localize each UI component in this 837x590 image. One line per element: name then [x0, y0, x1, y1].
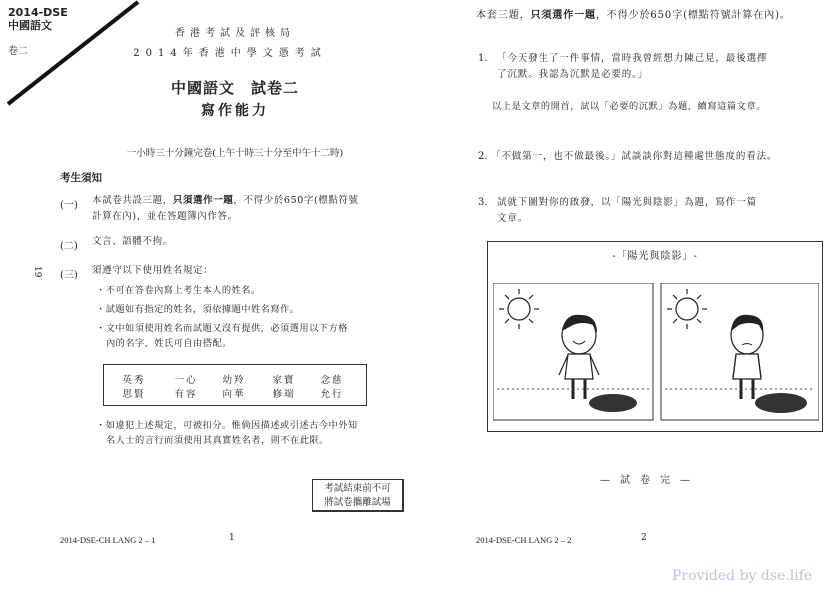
corner-subject: 中國語文 [8, 19, 52, 32]
watermark-text: Provided by dse.life [672, 568, 813, 584]
end-notice-box: 考試結束前不可 將試卷攜離試場 [312, 479, 404, 512]
sun-icon [667, 289, 707, 329]
left-page-number: 1 [229, 533, 235, 543]
question-1-number: 1. [478, 53, 488, 64]
exam-name: 2014年香港中學文憑考試 [133, 48, 327, 59]
question-2-number: 2. [478, 151, 488, 162]
authority-name: 香港考試及評核局 [175, 28, 295, 39]
exam-time: 一小時三十分鐘完卷(上午十時三十分至中午十二時) [126, 148, 344, 159]
name-cell: 家寶 [272, 375, 296, 386]
note-1-bold: 只須選作一題 [172, 195, 234, 206]
question-3-number: 3. [478, 197, 488, 208]
bullet-2: ・試題如有指定的姓名，須依據題中姓名寫作。 [96, 304, 300, 315]
right-intro: 本套三題，只須選作一題，不得少於650字(標點符號計算在內)。 [476, 10, 791, 21]
note-1-number: (一) [60, 200, 78, 211]
question-1-instruction: 以上是文章的開首，試以「必要的沉默」為題，續寫這篇文章。 [492, 101, 767, 112]
note-2-number: (二) [60, 241, 78, 252]
subject-title: 中國語文 試卷二 [170, 79, 299, 97]
name-cell: 有容 [174, 389, 198, 400]
bullet-1: ・不可在答卷內寫上考生本人的姓名。 [96, 285, 261, 296]
bullet-3: ・文中如須使用姓名而試題又沒有提供，必須選用以下方格 內的名字，姓氏可自由搭配。 [96, 323, 348, 349]
note-1-line-1: 本試卷共設三題，只須選作一題，不得少於650字(標點符號 [92, 195, 359, 206]
corner-year: 2014-DSE [8, 6, 68, 19]
comic-title: -「陽光與陰影」- [612, 251, 698, 262]
name-cell: 英秀 [122, 375, 146, 386]
notes-heading: 考生須知 [60, 172, 102, 184]
shadow-shape [755, 393, 807, 413]
sad-boy-figure [731, 315, 763, 399]
final-bullet: ・如違犯上述規定，可被扣分。惟倘因描述或引述古今中外知 名人士的言行而須使用其真實姓名者，則不在此限。 [96, 420, 358, 446]
question-2-text: 「不做第一，也不做最後。」試談談你對這種處世態度的看法。 [491, 151, 778, 162]
right-page-number: 2 [641, 533, 647, 543]
corner-label [8, 6, 68, 32]
right-footer: 2014-DSE-CH LANG 2 – 2 [476, 535, 572, 545]
note-1-text [92, 193, 432, 225]
names-box [103, 364, 367, 406]
note-3-text: 須遵守以下使用姓名規定： [92, 265, 214, 276]
comic-illustration [493, 283, 819, 423]
paper-end-marker: —試卷完— [600, 475, 700, 486]
paper-title: 寫作能力 [201, 103, 269, 119]
question-3-text: 試就下圖對你的啟發，以「陽光與陰影」為題，寫作一篇 文章。 [497, 197, 758, 224]
note-2-text: 文言、語體不拘。 [92, 236, 173, 247]
sun-icon [499, 289, 539, 329]
name-cell: 念慈 [320, 375, 344, 386]
name-cell: 幼羚 [222, 375, 246, 386]
left-footer: 2014-DSE-CH LANG 2 – 1 [60, 535, 156, 545]
name-cell: 一心 [174, 375, 198, 386]
name-cell: 允行 [320, 389, 344, 400]
shadow-shape [589, 394, 637, 412]
name-cell: 思賢 [122, 389, 146, 400]
note-1-line-2: 計算在內)，並在答題簿內作答。 [92, 211, 238, 222]
name-cell: 向華 [222, 389, 246, 400]
question-1-text: 「今天發生了一件事情，當時我曾經想力陳己見，最後選擇 了沉默。我認為沉默是必要的。」 [497, 53, 768, 80]
corner-paper: 卷二 [8, 46, 28, 57]
side-page-number: 19 [32, 266, 42, 278]
note-3-number: (三) [60, 270, 78, 281]
name-cell: 修端 [272, 389, 296, 400]
smiling-boy-figure [559, 315, 599, 399]
